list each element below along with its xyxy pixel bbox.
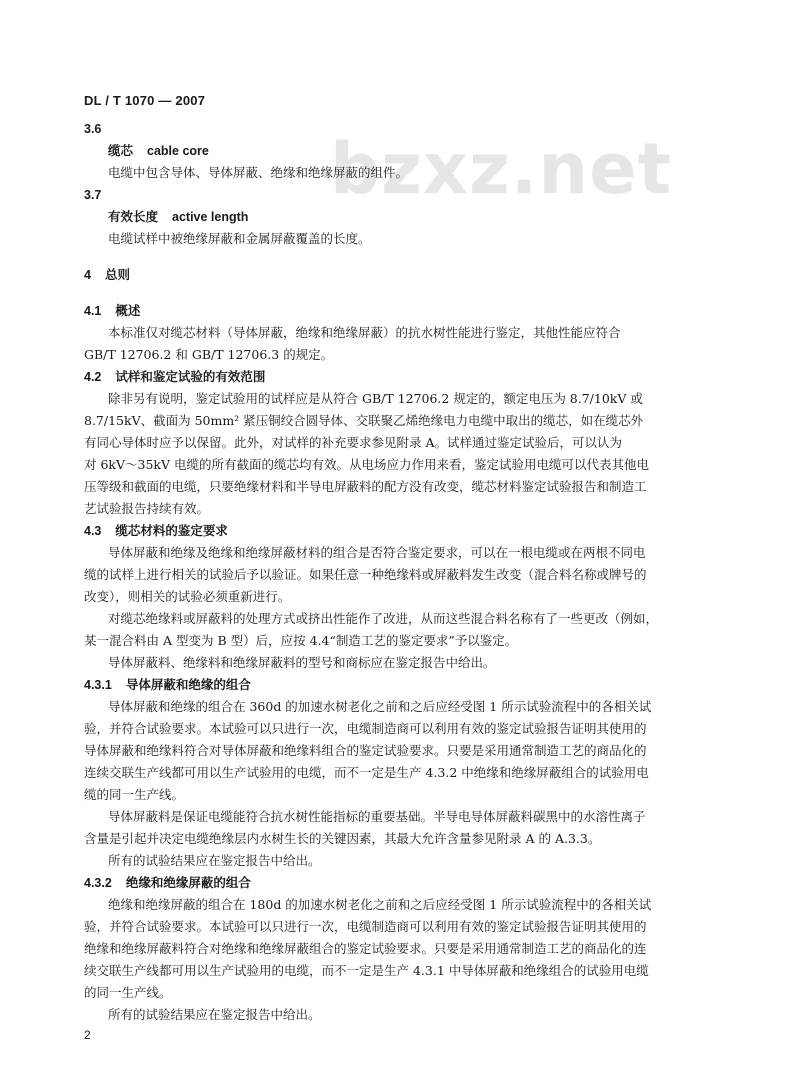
paragraph-line: 绝缘和绝缘屏蔽料符合对绝缘和绝缘屏蔽组合的鉴定试验要求。只要是采用通常制造工艺的商品化的连 bbox=[84, 941, 647, 956]
section-heading: 4.3.1 导体屏蔽和绝缘的组合 bbox=[84, 677, 251, 692]
paragraph-line: 连续交联生产线都可用以生产试验用的电缆，而不一定是生产 4.3.2 中绝缘和绝缘屏蔽组合的试验用电 bbox=[84, 765, 649, 780]
term-en: active length bbox=[172, 210, 249, 224]
document-body bbox=[84, 118, 724, 1026]
page-number: 2 bbox=[84, 1028, 91, 1042]
term-cn: 有效长度 bbox=[108, 209, 159, 224]
section-heading: 4.1 概述 bbox=[84, 303, 141, 318]
section-heading: 4.3 缆芯材料的鉴定要求 bbox=[84, 523, 228, 538]
document-code: DL / T 1070 — 2007 bbox=[84, 93, 206, 108]
term-definition: 电缆试样中被绝缘屏蔽和金属屏蔽覆盖的长度。 bbox=[108, 231, 371, 246]
watermark-logo: bzxz.net bbox=[330, 128, 673, 210]
paragraph-line: 除非另有说明，鉴定试验用的试样应是从符合 GB/T 12706.2 规定的，额定电压为 8.7/10kV 或 bbox=[108, 391, 643, 406]
paragraph-line: 续交联生产线都可用以生产试验用的电缆，而不一定是生产 4.3.1 中导体屏蔽和绝缘组合的试验用电缆 bbox=[84, 963, 649, 978]
section-heading: 4.2 试样和鉴定试验的有效范围 bbox=[84, 369, 266, 384]
paragraph-line: 验，并符合试验要求。本试验可以只进行一次，电缆制造商可以利用有效的鉴定试验报告证明其使用的 bbox=[84, 721, 647, 736]
paragraph-line: GB/T 12706.2 和 GB/T 12706.3 的规定。 bbox=[84, 347, 334, 362]
paragraph-line: 导体屏蔽和绝缘料符合对导体屏蔽和绝缘料组合的鉴定试验要求。只要是采用通常制造工艺的商品化的 bbox=[84, 743, 647, 758]
paragraph-line: 压等级和截面的电缆，只要绝缘材料和半导电屏蔽料的配方没有改变，缆芯材料鉴定试验报告和制造工 bbox=[84, 479, 647, 494]
paragraph-line: 本标准仅对缆芯材料（导体屏蔽，绝缘和绝缘屏蔽）的抗水树性能进行鉴定，其他性能应符合 bbox=[108, 325, 621, 340]
paragraph-line: 对缆芯绝缘料或屏蔽料的处理方式或挤出性能作了改进，从而这些混合料名称有了一些更改（例如， bbox=[108, 611, 659, 626]
section-heading: 4 总则 bbox=[84, 267, 130, 282]
term-definition: 电缆中包含导体、导体屏蔽、绝缘和绝缘屏蔽的组件。 bbox=[108, 165, 409, 180]
paragraph-line: 导体屏蔽料是保证电缆能符合抗水树性能指标的重要基础。半导电导体屏蔽料碳黑中的水溶性离子 bbox=[108, 809, 646, 824]
paragraph-line: 含量是引起并决定电缆绝缘层内水树生长的关键因素，其最大允许含量参见附录 A 的 A.3.3。 bbox=[84, 831, 601, 846]
term-en: cable core bbox=[147, 144, 209, 158]
term-heading bbox=[84, 206, 724, 228]
paragraph-line: 改变），则相关的试验必须重新进行。 bbox=[84, 589, 291, 604]
term-cn: 缆芯 bbox=[108, 143, 134, 158]
paragraph-line: 某一混合料由 A 型变为 B 型）后，应按 4.4“制造工艺的鉴定要求”予以鉴定。 bbox=[84, 633, 518, 648]
paragraph-line: 缆的同一生产线。 bbox=[84, 787, 185, 802]
paragraph-line: 绝缘和绝缘屏蔽的组合在 180d 的加速水树老化之前和之后应经受图 1 所示试验流程中的各相关试 bbox=[108, 897, 652, 912]
paragraph-line: 导体屏蔽料、绝缘料和绝缘屏蔽料的型号和商标应在鉴定报告中给出。 bbox=[108, 655, 496, 670]
paragraph-line: 导体屏蔽和绝缘的组合在 360d 的加速水树老化之前和之后应经受图 1 所示试验流程中的各相关试 bbox=[108, 699, 652, 714]
section-heading: 4.3.2 绝缘和绝缘屏蔽的组合 bbox=[84, 875, 251, 890]
paragraph-line: 的同一生产线。 bbox=[84, 985, 172, 1000]
paragraph-line: 有同心导体时应予以保留。此外，对试样的补充要求参见附录 A。试样通过鉴定试验后，可以认为 bbox=[84, 435, 623, 450]
paragraph-line: 8.7/15kV、截面为 50mm² 紧压铜绞合圆导体、交联聚乙烯绝缘电力电缆中取出的缆芯，如在缆芯外 bbox=[84, 413, 644, 428]
clause-number: 3.6 bbox=[84, 122, 102, 136]
paragraph-line: 导体屏蔽和绝缘及绝缘和绝缘屏蔽材料的组合是否符合鉴定要求，可以在一根电缆或在两根不同电 bbox=[108, 545, 646, 560]
paragraph-line: 艺试验报告持续有效。 bbox=[84, 501, 210, 516]
paragraph-line: 验，并符合试验要求。本试验可以只进行一次，电缆制造商可以利用有效的鉴定试验报告证明其使用的 bbox=[84, 919, 647, 934]
paragraph-line: 对 6kV～35kV 电缆的所有截面的缆芯均有效。从电场应力作用来看，鉴定试验用电缆可以代表其他电 bbox=[84, 457, 650, 472]
paragraph-line: 所有的试验结果应在鉴定报告中给出。 bbox=[108, 853, 321, 868]
paragraph-line: 所有的试验结果应在鉴定报告中给出。 bbox=[108, 1007, 321, 1022]
paragraph-line: 缆的试样上进行相关的试验后予以验证。如果任意一种绝缘料或屏蔽料发生改变（混合料名称或牌号的 bbox=[84, 567, 647, 582]
clause-number: 3.7 bbox=[84, 188, 102, 202]
term-heading bbox=[84, 140, 724, 162]
